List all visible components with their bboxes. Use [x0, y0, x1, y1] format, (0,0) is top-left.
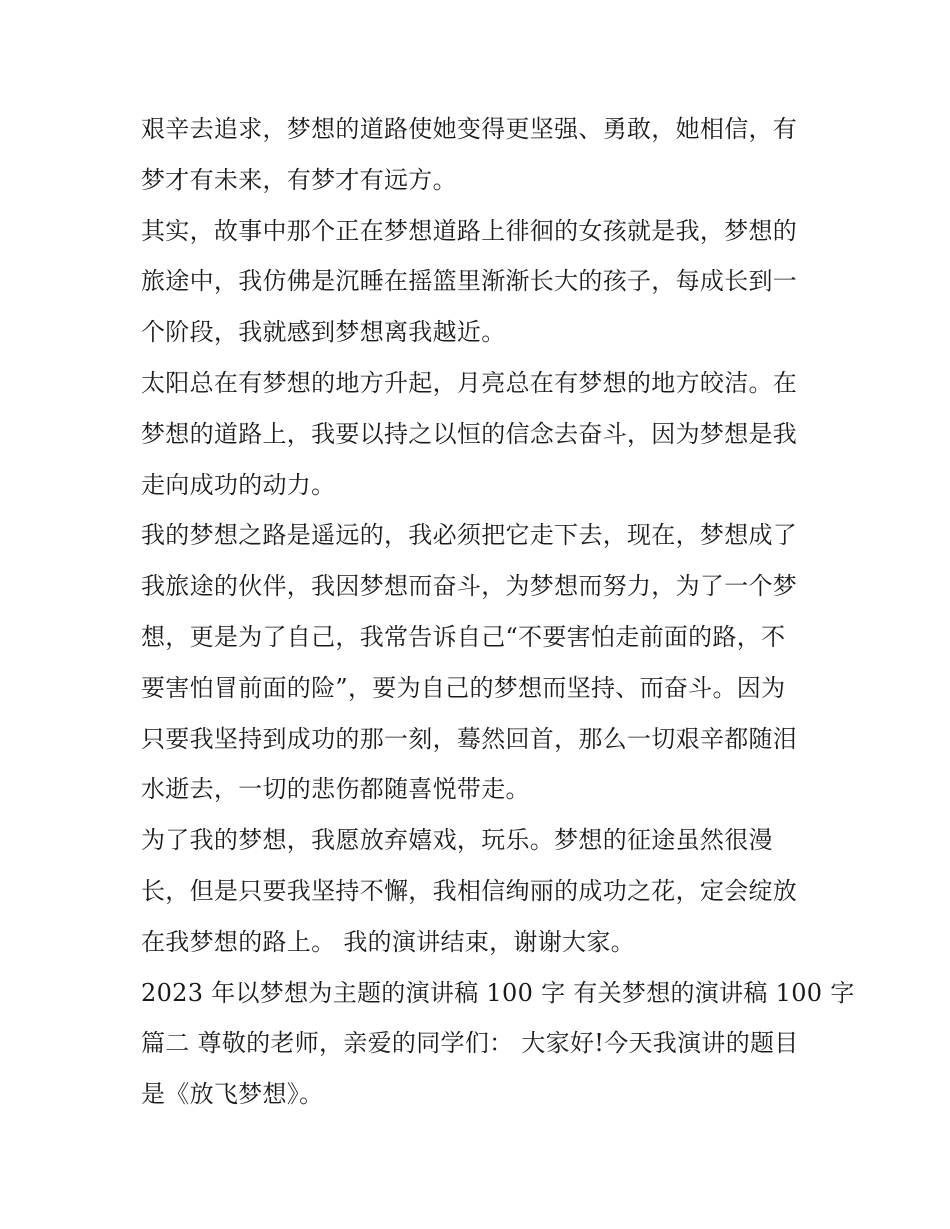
text-line: 水逝去，一切的悲伤都随喜悦带走。 — [141, 775, 530, 804]
text-line: 其实，故事中那个正在梦想道路上徘徊的女孩就是我，梦想的 — [141, 216, 798, 245]
text-line: 太阳总在有梦想的地方升起，月亮总在有梦想的地方皎洁。在 — [141, 368, 798, 397]
text-line: 个阶段，我就感到梦想离我越近。 — [141, 318, 506, 347]
text-line: 梦想的道路上，我要以持之以恒的信念去奋斗，因为梦想是我 — [141, 419, 798, 448]
text-line: 为了我的梦想，我愿放弃嬉戏，玩乐。梦想的征途虽然很漫 — [141, 826, 773, 855]
text-line: 想，更是为了自己，我常告诉自己“不要害怕走前面的路，不 — [141, 622, 786, 651]
text-line: 走向成功的动力。 — [141, 470, 336, 499]
text-line: 我的梦想之路是遥远的，我必须把它走下去，现在，梦想成了 — [141, 521, 798, 550]
text-line: 我旅途的伙伴，我因梦想而奋斗，为梦想而努力，为了一个梦 — [141, 572, 798, 601]
text-line: 长，但是只要我坚持不懈，我相信绚丽的成功之花，定会绽放 — [141, 876, 798, 905]
text-line: 在我梦想的路上。 我的演讲结束，谢谢大家。 — [141, 927, 635, 956]
text-line: 艰辛去追求，梦想的道路使她变得更坚强、勇敢，她相信，有 — [141, 115, 798, 143]
text-line: 是《放飞梦想》。 — [141, 1080, 324, 1109]
text-line: 要害怕冒前面的险”，要为自己的梦想而坚持、而奋斗。因为 — [141, 673, 786, 702]
text-line: 梦才有未来，有梦才有远方。 — [141, 165, 457, 194]
text-line: 旅途中，我仿佛是沉睡在摇篮里渐渐长大的孩子，每成长到一 — [141, 267, 798, 296]
text-line: 篇二 尊敬的老师，亲爱的同学们： 大家好!今天我演讲的题目 — [141, 1029, 799, 1058]
text-line: 2023 年以梦想为主题的演讲稿 100 字 有关梦想的演讲稿 100 字 — [141, 978, 855, 1007]
document-body — [141, 104, 855, 1120]
text-line: 只要我坚持到成功的那一刻，蓦然回首，那么一切艰辛都随泪 — [141, 724, 798, 753]
